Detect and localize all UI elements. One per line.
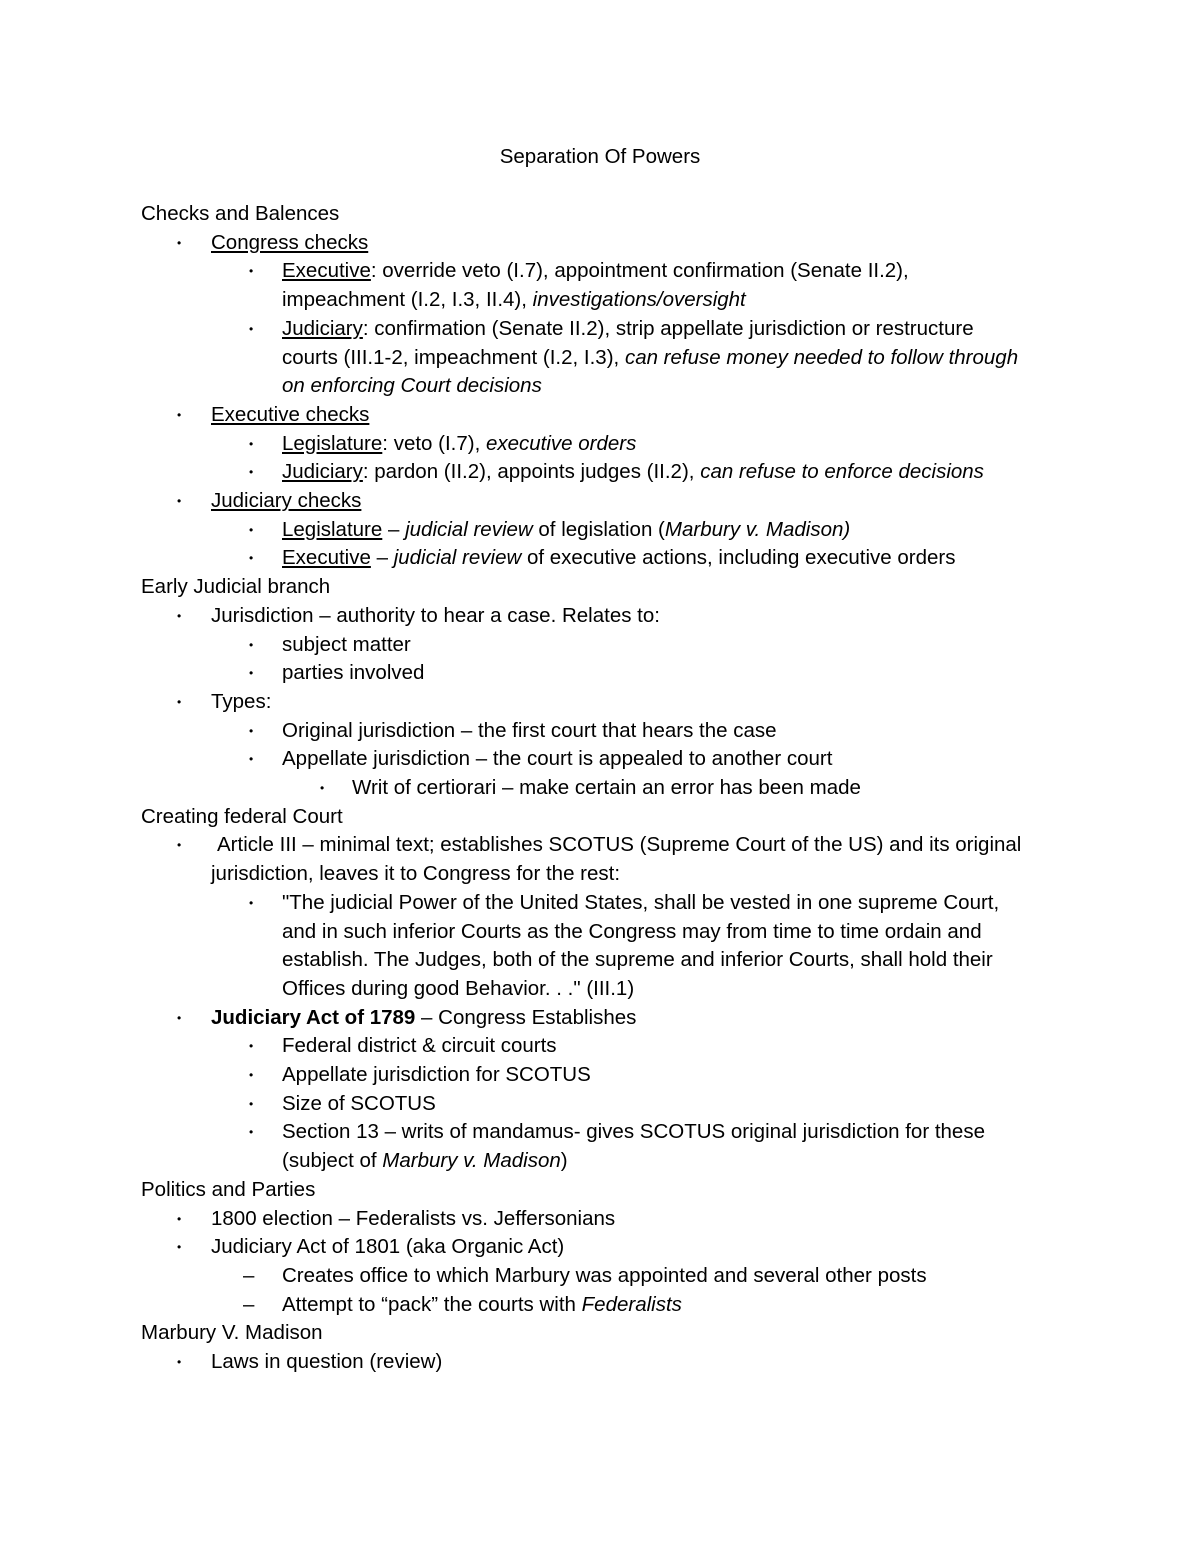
- bullet-icon: •: [320, 781, 325, 796]
- list-item: • 1800 election – Federalists vs. Jeffersonians: [141, 1205, 1121, 1234]
- bullet-icon: •: [249, 436, 254, 451]
- list-item: • Judiciary Act of 1789 – Congress Establishes: [141, 1004, 1121, 1033]
- bullet-icon: •: [249, 522, 254, 537]
- bullet-icon: •: [249, 723, 254, 738]
- list-item: • Judiciary Act of 1801 (aka Organic Act): [141, 1233, 1121, 1262]
- list-item: • Judiciary: pardon (II.2), appoints judges (II.2), can refuse to enforce decisions: [141, 458, 1121, 487]
- list-item: • Executive: override veto (I.7), appointment confirmation (Senate II.2), impeachment (I.2, I.3, II.4), investigations/oversight: [249, 259, 909, 312]
- notes-content: [141, 200, 1121, 1377]
- list-item: • Executive checks: [141, 401, 1121, 430]
- list-item: • Federal district & circuit courts: [141, 1032, 1121, 1061]
- list-item: • Legislature – judicial review of legislation (Marbury v. Madison): [141, 516, 1121, 545]
- list-item: • Legislature: veto (I.7), executive orders: [141, 430, 1121, 459]
- bullet-icon: •: [249, 1068, 254, 1083]
- page-title: Separation Of Powers: [499, 145, 701, 168]
- dash-icon: –: [243, 1292, 255, 1316]
- list-item: • Laws in question (review): [141, 1348, 1121, 1377]
- bullet-icon: •: [177, 494, 182, 509]
- list-item: • "The judicial Power of the United States, shall be vested in one supreme Court, and in such inferior Courts as the Congress may from time to time ordain and establish. The Judges, both of the supreme and inferior Courts, shall hold their Offices during good Behavior. . ." (III.1): [249, 890, 1000, 1000]
- bullet-icon: •: [249, 465, 254, 480]
- section-heading: Politics and Parties: [141, 1177, 316, 1201]
- list-item: – Creates office to which Marbury was appointed and several other posts: [141, 1262, 1121, 1291]
- list-item: • Judiciary: confirmation (Senate II.2), strip appellate jurisdiction or restructure courts (III.1-2, impeachment (I.2, I.3), can refuse money needed to follow through on enforcing Court decisions: [249, 316, 1019, 398]
- bullet-icon: •: [177, 608, 182, 623]
- list-item: • Congress checks: [141, 229, 1121, 258]
- bullet-icon: •: [177, 1010, 182, 1025]
- bullet-icon: •: [249, 1125, 254, 1140]
- list-item: • Article III – minimal text; establishes SCOTUS (Supreme Court of the US) and its original jurisdiction, leaves it to Congress for the rest:: [177, 833, 1022, 886]
- list-item: • subject matter: [141, 631, 1121, 660]
- bullet-icon: •: [177, 235, 182, 250]
- bullet-icon: •: [249, 1096, 254, 1111]
- bullet-icon: •: [249, 637, 254, 652]
- section-heading: Marbury V. Madison: [141, 1321, 323, 1345]
- section-heading: Creating federal Court: [141, 804, 343, 828]
- bullet-icon: •: [249, 551, 254, 566]
- bullet-icon: •: [177, 1240, 182, 1255]
- section-heading: Early Judicial branch: [141, 575, 331, 599]
- bullet-icon: •: [177, 694, 182, 709]
- bullet-icon: •: [177, 1211, 182, 1226]
- bullet-icon: •: [249, 1039, 254, 1054]
- bullet-icon: •: [177, 1355, 182, 1370]
- list-item: • Original jurisdiction – the first court that hears the case: [141, 717, 1121, 746]
- bullet-icon: •: [177, 407, 182, 422]
- bullet-icon: •: [249, 264, 254, 279]
- list-item: • Executive – judicial review of executive actions, including executive orders: [141, 544, 1121, 573]
- bullet-icon: •: [249, 895, 254, 910]
- list-item: • Types:: [141, 688, 1121, 717]
- list-item: • Writ of certiorari – make certain an error has been made: [141, 774, 1121, 803]
- list-item: • parties involved: [141, 659, 1121, 688]
- bullet-icon: •: [249, 321, 254, 336]
- list-item: – Attempt to “pack” the courts with Federalists: [141, 1291, 1121, 1320]
- bullet-icon: •: [249, 666, 254, 681]
- list-item: • Appellate jurisdiction for SCOTUS: [141, 1061, 1121, 1090]
- list-item: • Judiciary checks: [141, 487, 1121, 516]
- list-item: • Jurisdiction – authority to hear a case. Relates to:: [141, 602, 1121, 631]
- list-item: • Appellate jurisdiction – the court is appealed to another court: [141, 745, 1121, 774]
- dash-icon: –: [243, 1263, 255, 1287]
- list-item: • Section 13 – writs of mandamus- gives SCOTUS original jurisdiction for these (subject of Marbury v. Madison): [249, 1120, 985, 1173]
- list-item: • Size of SCOTUS: [141, 1090, 1121, 1119]
- bullet-icon: •: [249, 752, 254, 767]
- bullet-icon: •: [177, 838, 182, 853]
- section-heading: Checks and Balences: [141, 202, 340, 225]
